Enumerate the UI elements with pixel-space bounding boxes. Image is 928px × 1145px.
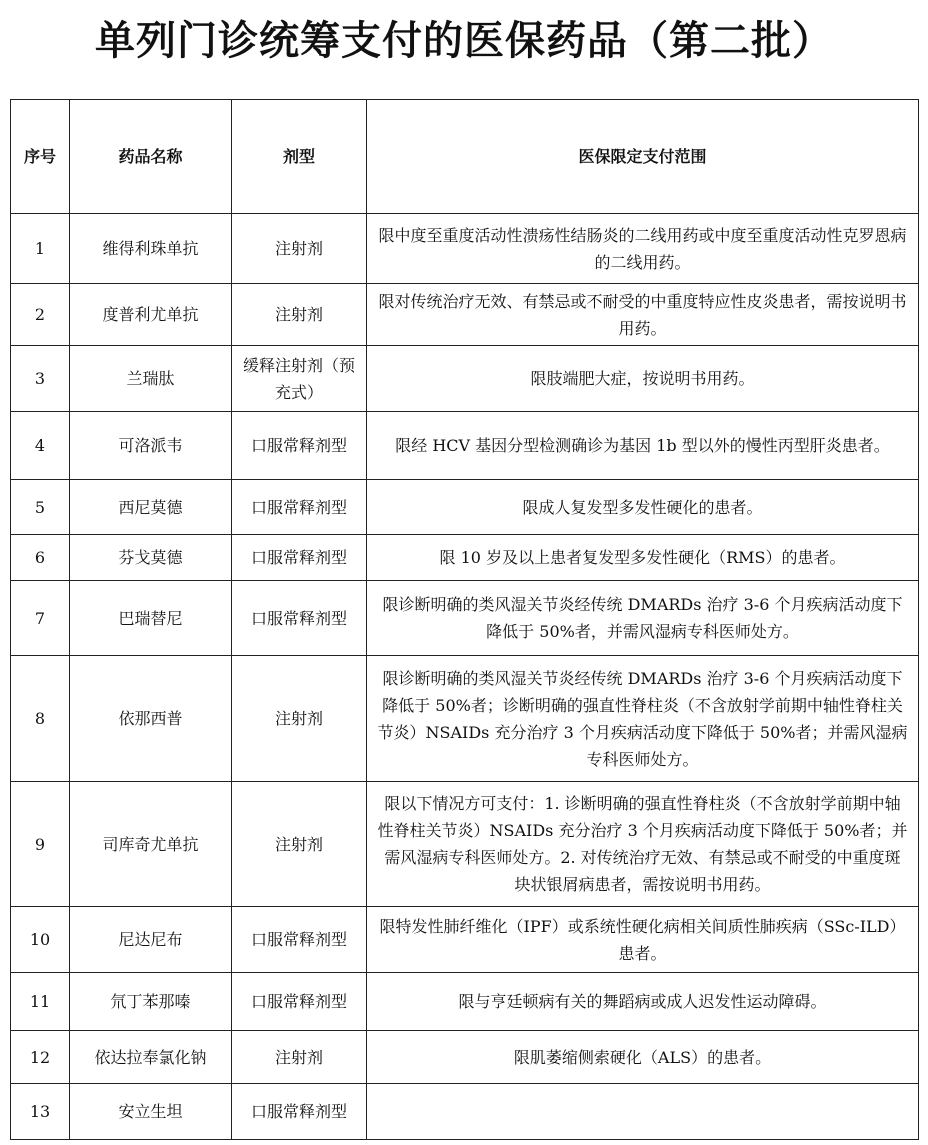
row-scope: 限诊断明确的类风湿关节炎经传统 DMARDs 治疗 3-6 个月疾病活动度下降低于 50%者；诊断明确的强直性脊柱炎（不含放射学前期中轴性脊柱关节炎）NSAIDs 充分治疗 3 个月疾病活动度下降低于 50%者；并需风湿病专科医师处方。 (367, 656, 919, 782)
row-name: 维得利珠单抗 (70, 214, 232, 284)
row-form: 口服常释剂型 (232, 480, 367, 535)
table-row (11, 412, 919, 480)
row-scope: 限肢端肥大症，按说明书用药。 (367, 346, 919, 412)
row-scope: 限与亨廷顿病有关的舞蹈病或成人迟发性运动障碍。 (367, 973, 919, 1031)
header-name: 药品名称 (70, 100, 232, 214)
table-row (11, 782, 919, 907)
row-name: 安立生坦 (70, 1084, 232, 1140)
row-no: 8 (11, 656, 70, 782)
row-form: 注射剂 (232, 284, 367, 346)
row-form: 口服常释剂型 (232, 973, 367, 1031)
header-form: 剂型 (232, 100, 367, 214)
row-no: 3 (11, 346, 70, 412)
row-no: 1 (11, 214, 70, 284)
row-form: 缓释注射剂（预充式） (232, 346, 367, 412)
row-no: 11 (11, 973, 70, 1031)
row-scope: 限肌萎缩侧索硬化（ALS）的患者。 (367, 1031, 919, 1084)
header-scope: 医保限定支付范围 (367, 100, 919, 214)
row-name: 西尼莫德 (70, 480, 232, 535)
row-form: 口服常释剂型 (232, 907, 367, 973)
row-form: 口服常释剂型 (232, 1084, 367, 1140)
table-row (11, 284, 919, 346)
table-row (11, 1084, 919, 1140)
row-name: 巴瑞替尼 (70, 581, 232, 656)
row-no: 13 (11, 1084, 70, 1140)
row-no: 7 (11, 581, 70, 656)
row-no: 5 (11, 480, 70, 535)
row-scope: 限诊断明确的类风湿关节炎经传统 DMARDs 治疗 3-6 个月疾病活动度下降低于 50%者，并需风湿病专科医师处方。 (367, 581, 919, 656)
row-scope: 限经 HCV 基因分型检测确诊为基因 1b 型以外的慢性丙型肝炎患者。 (367, 412, 919, 480)
table-row (11, 214, 919, 284)
table-row (11, 1031, 919, 1084)
row-form: 注射剂 (232, 656, 367, 782)
row-no: 10 (11, 907, 70, 973)
row-name: 度普利尤单抗 (70, 284, 232, 346)
row-name: 尼达尼布 (70, 907, 232, 973)
table-row (11, 907, 919, 973)
row-scope: 限中度至重度活动性溃疡性结肠炎的二线用药或中度至重度活动性克罗恩病的二线用药。 (367, 214, 919, 284)
row-scope: 限以下情况方可支付：1. 诊断明确的强直性脊柱炎（不含放射学前期中轴性脊柱关节炎）NSAIDs 充分治疗 3 个月疾病活动度下降低于 50%者；并需风湿病专科医师处方。2. 对传统治疗无效、有禁忌或不耐受的中重度斑块状银屑病患者，需按说明书用药。 (367, 782, 919, 907)
row-name: 依那西普 (70, 656, 232, 782)
row-no: 6 (11, 535, 70, 581)
row-scope: 限特发性肺纤维化（IPF）或系统性硬化病相关间质性肺疾病（SSc-ILD）患者。 (367, 907, 919, 973)
table-row (11, 346, 919, 412)
row-name: 可洛派韦 (70, 412, 232, 480)
row-scope: 限 10 岁及以上患者复发型多发性硬化（RMS）的患者。 (367, 535, 919, 581)
drug-table (10, 99, 919, 1140)
row-no: 9 (11, 782, 70, 907)
page-title: 单列门诊统筹支付的医保药品（第二批） (95, 18, 833, 64)
header-row (11, 100, 919, 214)
table-row (11, 581, 919, 656)
table-row (11, 656, 919, 782)
row-name: 司库奇尤单抗 (70, 782, 232, 907)
row-no: 2 (11, 284, 70, 346)
row-scope: 限对传统治疗无效、有禁忌或不耐受的中重度特应性皮炎患者，需按说明书用药。 (367, 284, 919, 346)
table-row (11, 480, 919, 535)
row-scope: 限成人复发型多发性硬化的患者。 (367, 480, 919, 535)
table-row (11, 973, 919, 1031)
row-no: 12 (11, 1031, 70, 1084)
row-name: 氘丁苯那嗪 (70, 973, 232, 1031)
row-form: 口服常释剂型 (232, 412, 367, 480)
row-form: 注射剂 (232, 214, 367, 284)
row-scope (367, 1084, 919, 1140)
row-name: 兰瑞肽 (70, 346, 232, 412)
row-form: 口服常释剂型 (232, 581, 367, 656)
table-row (11, 535, 919, 581)
row-form: 口服常释剂型 (232, 535, 367, 581)
row-name: 依达拉奉氯化钠 (70, 1031, 232, 1084)
header-no: 序号 (11, 100, 70, 214)
row-form: 注射剂 (232, 782, 367, 907)
row-form: 注射剂 (232, 1031, 367, 1084)
row-no: 4 (11, 412, 70, 480)
row-name: 芬戈莫德 (70, 535, 232, 581)
